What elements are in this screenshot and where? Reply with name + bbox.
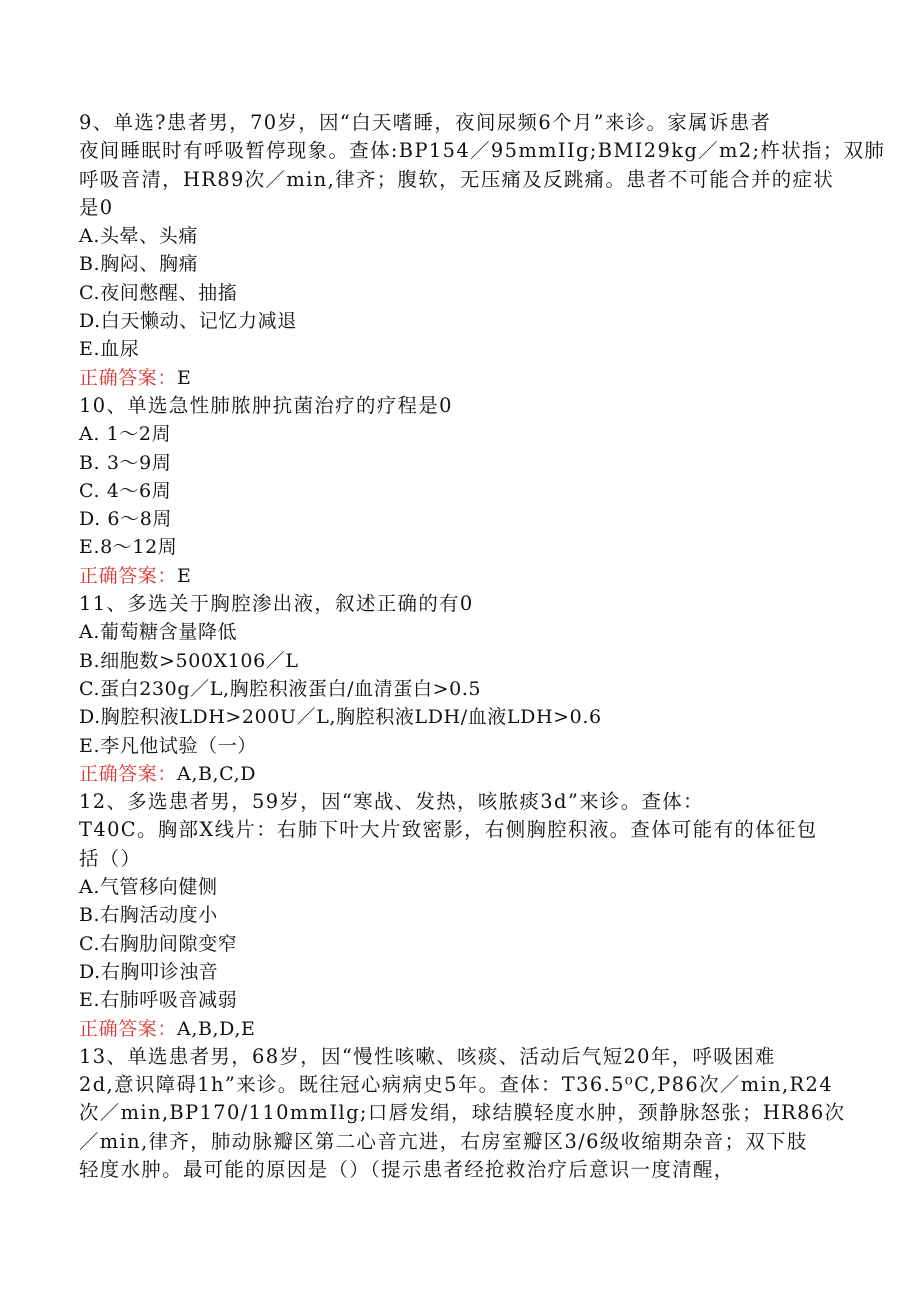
correct-answer [79,1015,839,1043]
answer-label: 正确答案： [79,1017,178,1040]
question-stem-line: 2d,意识障碍1h”来诊。既往冠心病病史5年。查体：T36.5⁰C,P86次／min,R24 [79,1073,834,1097]
option-e: E.8～12周 [79,536,178,559]
option-e: E.李凡他试验（一） [79,734,257,757]
option-c: C.蛋白230g／L,胸腔积液蛋白/血清蛋白>0.5 [79,677,482,700]
option-d: D. 6～8周 [79,508,173,531]
option-d: D.右胸叩诊浊音 [79,960,219,983]
question-stem-line: 9、单选?患者男，70岁，因“白天嗜睡，夜间尿频6个月”来诊。家属诉患者 [79,111,772,134]
document-page [79,109,886,1184]
option-c: C. 4～6周 [79,479,172,502]
option-b: B.胸闷、胸痛 [79,253,199,276]
option-b: B.细胞数>500X106／L [79,649,299,672]
question-11 [79,590,839,788]
question-stem-line: 是0 [79,195,114,219]
option-b: B.右胸活动度小 [79,904,218,927]
answer-label: 正确答案： [79,762,178,785]
correct-answer [79,364,839,392]
option-c: C.夜间憋醒、抽搐 [79,281,238,304]
option-a: A.头晕、头痛 [79,225,198,248]
option-c: C.右胸肋间隙变窄 [79,932,238,955]
answer-value: A,B,C,D [177,762,257,785]
question-stem-line: ／min,律齐，肺动脉瓣区第二心音亢进，右房室瓣区3/6级收缩期杂音；双下肢 [79,1129,808,1153]
correct-answer [79,562,839,590]
question-10 [79,392,839,590]
question-stem-line: 轻度水肿。最可能的原因是（）（提示患者经抢救治疗后意识一度清醒， [79,1157,735,1181]
question-stem-line: 夜间睡眠时有呼吸暂停现象。查体:BP154／95mmIIg;BMI29kg／m2;杵状指；双肺 [79,139,886,163]
question-stem-line: 次／min,BP170/110mmIlg;口唇发绢，球结膜轻度水肿，颈静脉怒张；HR86次 [79,1101,846,1125]
option-e: E.血尿 [79,338,140,361]
question-stem-line: 括（） [79,846,142,870]
option-a: A.葡萄糖含量降低 [79,621,238,644]
question-stem-line: 11、多选关于胸腔渗出液，叙述正确的有0 [79,592,474,616]
answer-value: E [177,366,192,389]
answer-value: E [177,564,192,587]
question-stem-line: 呼吸音清，HR89次／min,律齐；腹软，无压痛及反跳痛。患者不可能合并的症状 [79,167,835,191]
option-e: E.右肺呼吸音减弱 [79,989,238,1012]
option-a: A.气管移向健侧 [79,876,218,899]
question-12 [79,788,839,1043]
question-stem-line: 10、单选急性肺脓肿抗菌治疗的疗程是0 [79,393,453,417]
option-d: D.胸腔积液LDH>200U／L,胸腔积液LDH/血液LDH>0.6 [79,706,602,729]
answer-label: 正确答案： [79,366,178,389]
question-stem-line: 13、单选患者男，68岁，因“慢性咳嗽、咳痰、活动后气短20年，呼吸困难 [79,1044,776,1068]
option-d: D.白天懒动、记忆力减退 [79,310,297,333]
answer-label: 正确答案： [79,564,178,587]
option-a: A. 1～2周 [79,423,172,446]
correct-answer [79,760,839,788]
option-b: B. 3～9周 [79,451,172,474]
question-stem-line: T40C。胸部X线片：右肺下叶大片致密影，右侧胸腔积液。查体可能有的体征包 [79,818,818,842]
question-9 [79,109,886,392]
question-stem-line: 12、多选患者男，59岁，因“寒战、发热，咳脓痰3d”来诊。查体： [79,790,704,814]
question-13 [79,1043,846,1184]
answer-value: A,B,D,E [177,1017,256,1040]
